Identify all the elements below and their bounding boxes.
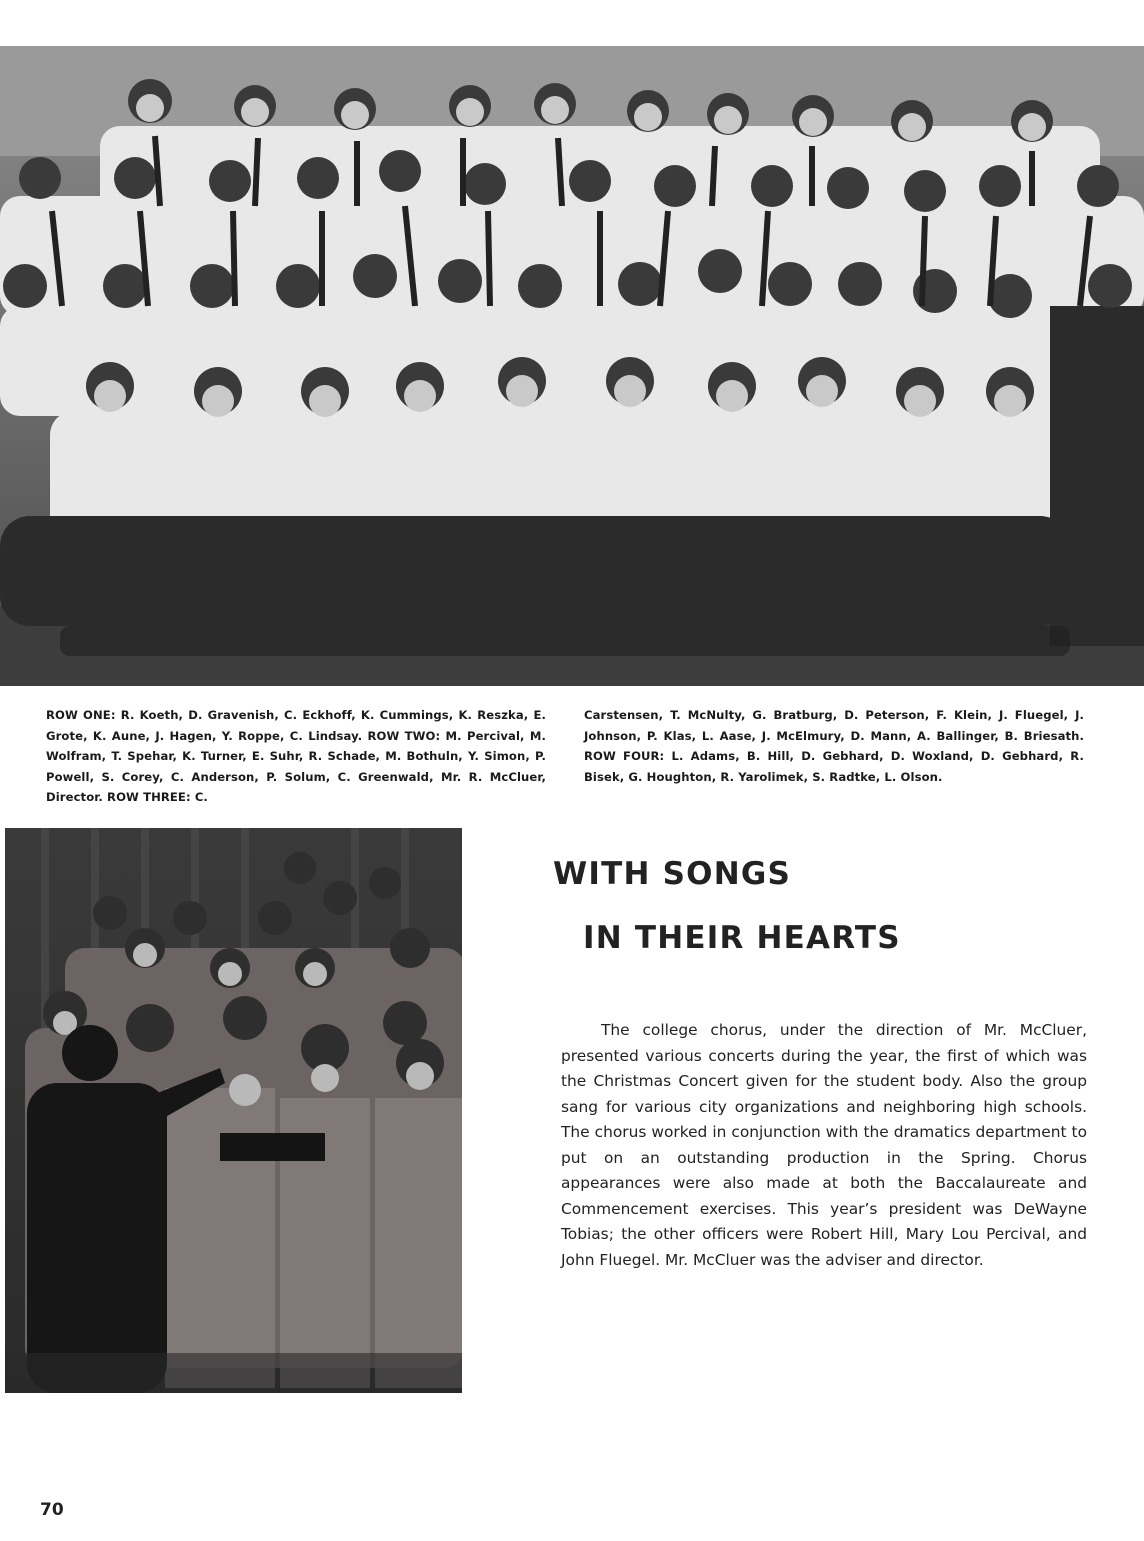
photo-caption-right: Carstensen, T. McNulty, G. Bratburg, D. Peterson, F. Klein, J. Fluegel, J. Johnson, P. Klas, L. Aase, J. McElmury, D. Mann, A. Ballinger, B. Briesath. ROW FOUR: L. Adams, B. Hill, D. Gebhard, D. Woxland, D. Gebhard, R. Bisek, G. Houghton, R. Yarolimek, S. Radtke, L. Olson. — [584, 708, 1084, 784]
group-photo-image — [0, 46, 1144, 686]
body-paragraph: The college chorus, under the direction of Mr. McCluer, presented various concerts during the year, the first of which was the Christmas Concert given for the student body. Also the group sang for various city organizations and neighboring high schools. The chorus worked in conjunction with the dramatics department to put on an outstanding production in the Spring. Chorus appearances were also made at both the Baccalaureate and Commencement exercises. This year’s president was DeWayne Tobias; the other officers were Robert Hill, Mary Lou Percival, and John Fluegel. Mr. McCluer was the adviser and director. — [561, 1021, 1087, 1269]
group-photo — [0, 46, 1144, 686]
chorus-performance-image — [5, 828, 462, 1393]
headline-line-2: IN THEIR HEARTS — [583, 920, 901, 956]
photo-caption-left: ROW ONE: R. Koeth, D. Gravenish, C. Eckhoff, K. Cummings, K. Reszka, E. Grote, K. Aune, J. Hagen, Y. Roppe, C. Lindsay. ROW TWO: M. Percival, M. Wolfram, T. Spehar, K. Turner, E. Suhr, R. Schade, M. Bothuln, Y. Simon, P. Powell, S. Corey, C. Anderson, P. Solum, C. Greenwald, Mr. R. McCluer, Director. ROW THREE: C. — [46, 708, 546, 804]
chorus-performance-photo — [5, 828, 462, 1393]
headline-line-1: WITH SONGS — [553, 856, 792, 892]
page-number: 70 — [40, 1500, 64, 1520]
